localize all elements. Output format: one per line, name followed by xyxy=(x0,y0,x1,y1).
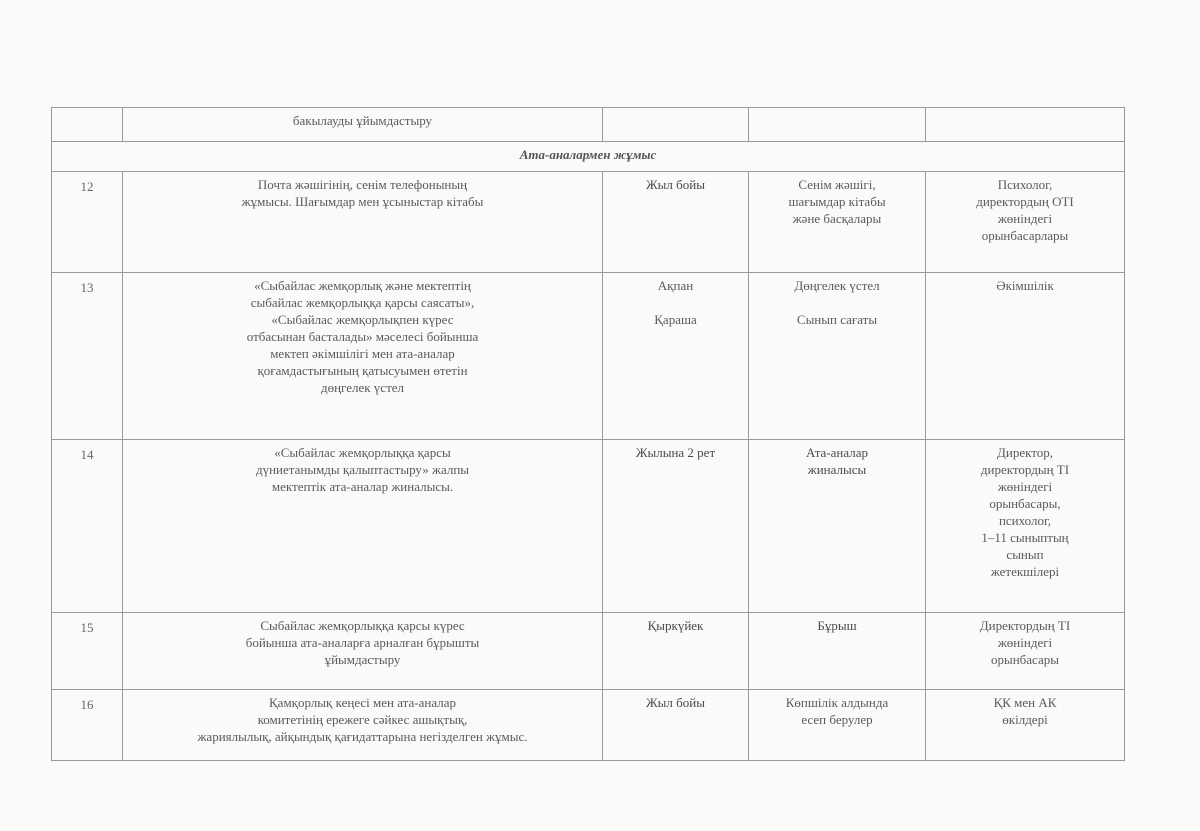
row-number: 13 xyxy=(52,273,123,440)
form-cell xyxy=(749,273,926,440)
activity-line: мектептік ата-аналар жиналысы. xyxy=(271,479,454,494)
responsible-line: Әкімшілік xyxy=(996,278,1054,293)
activity-cell xyxy=(123,273,603,440)
responsible-line: жетекшілері xyxy=(990,564,1060,579)
activity-line: дөңгелек үстел xyxy=(320,380,405,395)
activity-cell xyxy=(123,108,603,142)
number-cell xyxy=(52,108,123,142)
form-line: есеп берулер xyxy=(801,712,873,727)
form-line: Бұрыш xyxy=(817,618,857,633)
section-title: Ата-аналармен жұмыс xyxy=(52,142,1125,172)
timing-cell xyxy=(603,172,749,273)
responsible-cell xyxy=(926,108,1125,142)
activity-line: отбасынан басталады» мәселесі бойынша xyxy=(246,329,479,344)
table-row xyxy=(52,172,1125,273)
activity-cell xyxy=(123,690,603,761)
timing-cell xyxy=(603,273,749,440)
activity-line: ұйымдастыру xyxy=(324,652,401,667)
section-header-row xyxy=(52,142,1125,172)
row-number: 16 xyxy=(52,690,123,761)
activity-line: сыбайлас жемқорлыққа қарсы саясаты», xyxy=(250,295,475,310)
responsible-line: директордың ТІ xyxy=(980,462,1070,477)
timing-cell xyxy=(603,108,749,142)
activity-line: жариялылық, айқындық қағидаттарына негізделген жұмыс. xyxy=(197,729,528,744)
activity-cell xyxy=(123,613,603,690)
responsible-line: жөніндегі xyxy=(997,479,1053,494)
activity-line: комитетінің ережеге сәйкес ашықтық, xyxy=(257,712,468,727)
responsible-cell xyxy=(926,613,1125,690)
responsible-line: ҚК мен АК xyxy=(993,695,1057,710)
responsible-line: орынбасарлары xyxy=(981,228,1069,243)
activity-line: «Сыбайлас жемқорлыққа қарсы xyxy=(274,445,451,460)
responsible-line: Психолог, xyxy=(997,177,1053,192)
responsible-line: психолог, xyxy=(998,513,1052,528)
timing-line: Жыл бойы xyxy=(646,695,705,710)
activity-line: Сыбайлас жемқорлыққа қарсы күрес xyxy=(260,618,465,633)
responsible-line: өкілдері xyxy=(1002,712,1048,727)
plan-table xyxy=(51,107,1125,761)
responsible-line: Директордың ТІ xyxy=(979,618,1071,633)
row-number: 14 xyxy=(52,440,123,613)
table-row xyxy=(52,613,1125,690)
form-line: Сынып сағаты xyxy=(796,312,878,327)
form-line: Дөңгелек үстел xyxy=(794,278,880,293)
row-number: 15 xyxy=(52,613,123,690)
activity-line: дүниетанымды қалыптастыру» жалпы xyxy=(255,462,470,477)
table-row xyxy=(52,273,1125,440)
activity-cell xyxy=(123,440,603,613)
form-cell xyxy=(749,440,926,613)
form-line: шағымдар кітабы xyxy=(788,194,886,209)
responsible-line: орынбасары, xyxy=(989,496,1061,511)
timing-line: Ақпан xyxy=(657,278,694,293)
row-number: 12 xyxy=(52,172,123,273)
form-line: Сенім жәшігі, xyxy=(798,177,876,192)
form-line: жиналысы xyxy=(807,462,867,477)
responsible-cell xyxy=(926,273,1125,440)
table-row xyxy=(52,690,1125,761)
activity-line: жұмысы. Шағымдар мен ұсыныстар кітабы xyxy=(241,194,484,209)
form-line: Ата-аналар xyxy=(805,445,869,460)
responsible-line: директордың ОТІ xyxy=(976,194,1074,209)
activity-line: «Сыбайлас жемқорлықпен күрес xyxy=(271,312,454,327)
responsible-line: жөніндегі xyxy=(997,211,1053,226)
timing-line: Жылына 2 рет xyxy=(635,445,716,460)
responsible-line: жөніндегі xyxy=(997,635,1053,650)
activity-line: Почта жәшігінің, сенім телефонының xyxy=(257,177,468,192)
form-cell xyxy=(749,108,926,142)
activity-cell xyxy=(123,172,603,273)
responsible-line: орынбасары xyxy=(990,652,1059,667)
continued-row xyxy=(52,108,1125,142)
timing-cell xyxy=(603,690,749,761)
responsible-cell xyxy=(926,440,1125,613)
activity-line: қоғамдастығының қатысуымен өтетін xyxy=(257,363,468,378)
form-cell xyxy=(749,172,926,273)
activity-line: Қамқорлық кеңесі мен ата-аналар xyxy=(269,695,456,710)
activity-line: мектеп әкімшілігі мен ата-аналар xyxy=(270,346,455,361)
form-cell xyxy=(749,690,926,761)
form-cell xyxy=(749,613,926,690)
responsible-line: сынып xyxy=(1006,547,1044,562)
timing-cell xyxy=(603,440,749,613)
responsible-line: Директор, xyxy=(997,445,1053,460)
timing-line: Қыркүйек xyxy=(647,618,704,633)
timing-line: Қараша xyxy=(654,312,697,327)
timing-line: Жыл бойы xyxy=(646,177,705,192)
activity-text: бакылауды ұйымдастыру xyxy=(292,113,433,128)
activity-line: бойынша ата-аналарға арналған бұрышты xyxy=(245,635,480,650)
table-row xyxy=(52,440,1125,613)
timing-cell xyxy=(603,613,749,690)
form-line: және басқалары xyxy=(792,211,882,226)
form-line: Көпшілік алдында xyxy=(785,695,889,710)
responsible-line: 1–11 сыныптың xyxy=(981,530,1069,545)
responsible-cell xyxy=(926,172,1125,273)
responsible-cell xyxy=(926,690,1125,761)
activity-line: «Сыбайлас жемқорлық және мектептің xyxy=(254,278,471,293)
